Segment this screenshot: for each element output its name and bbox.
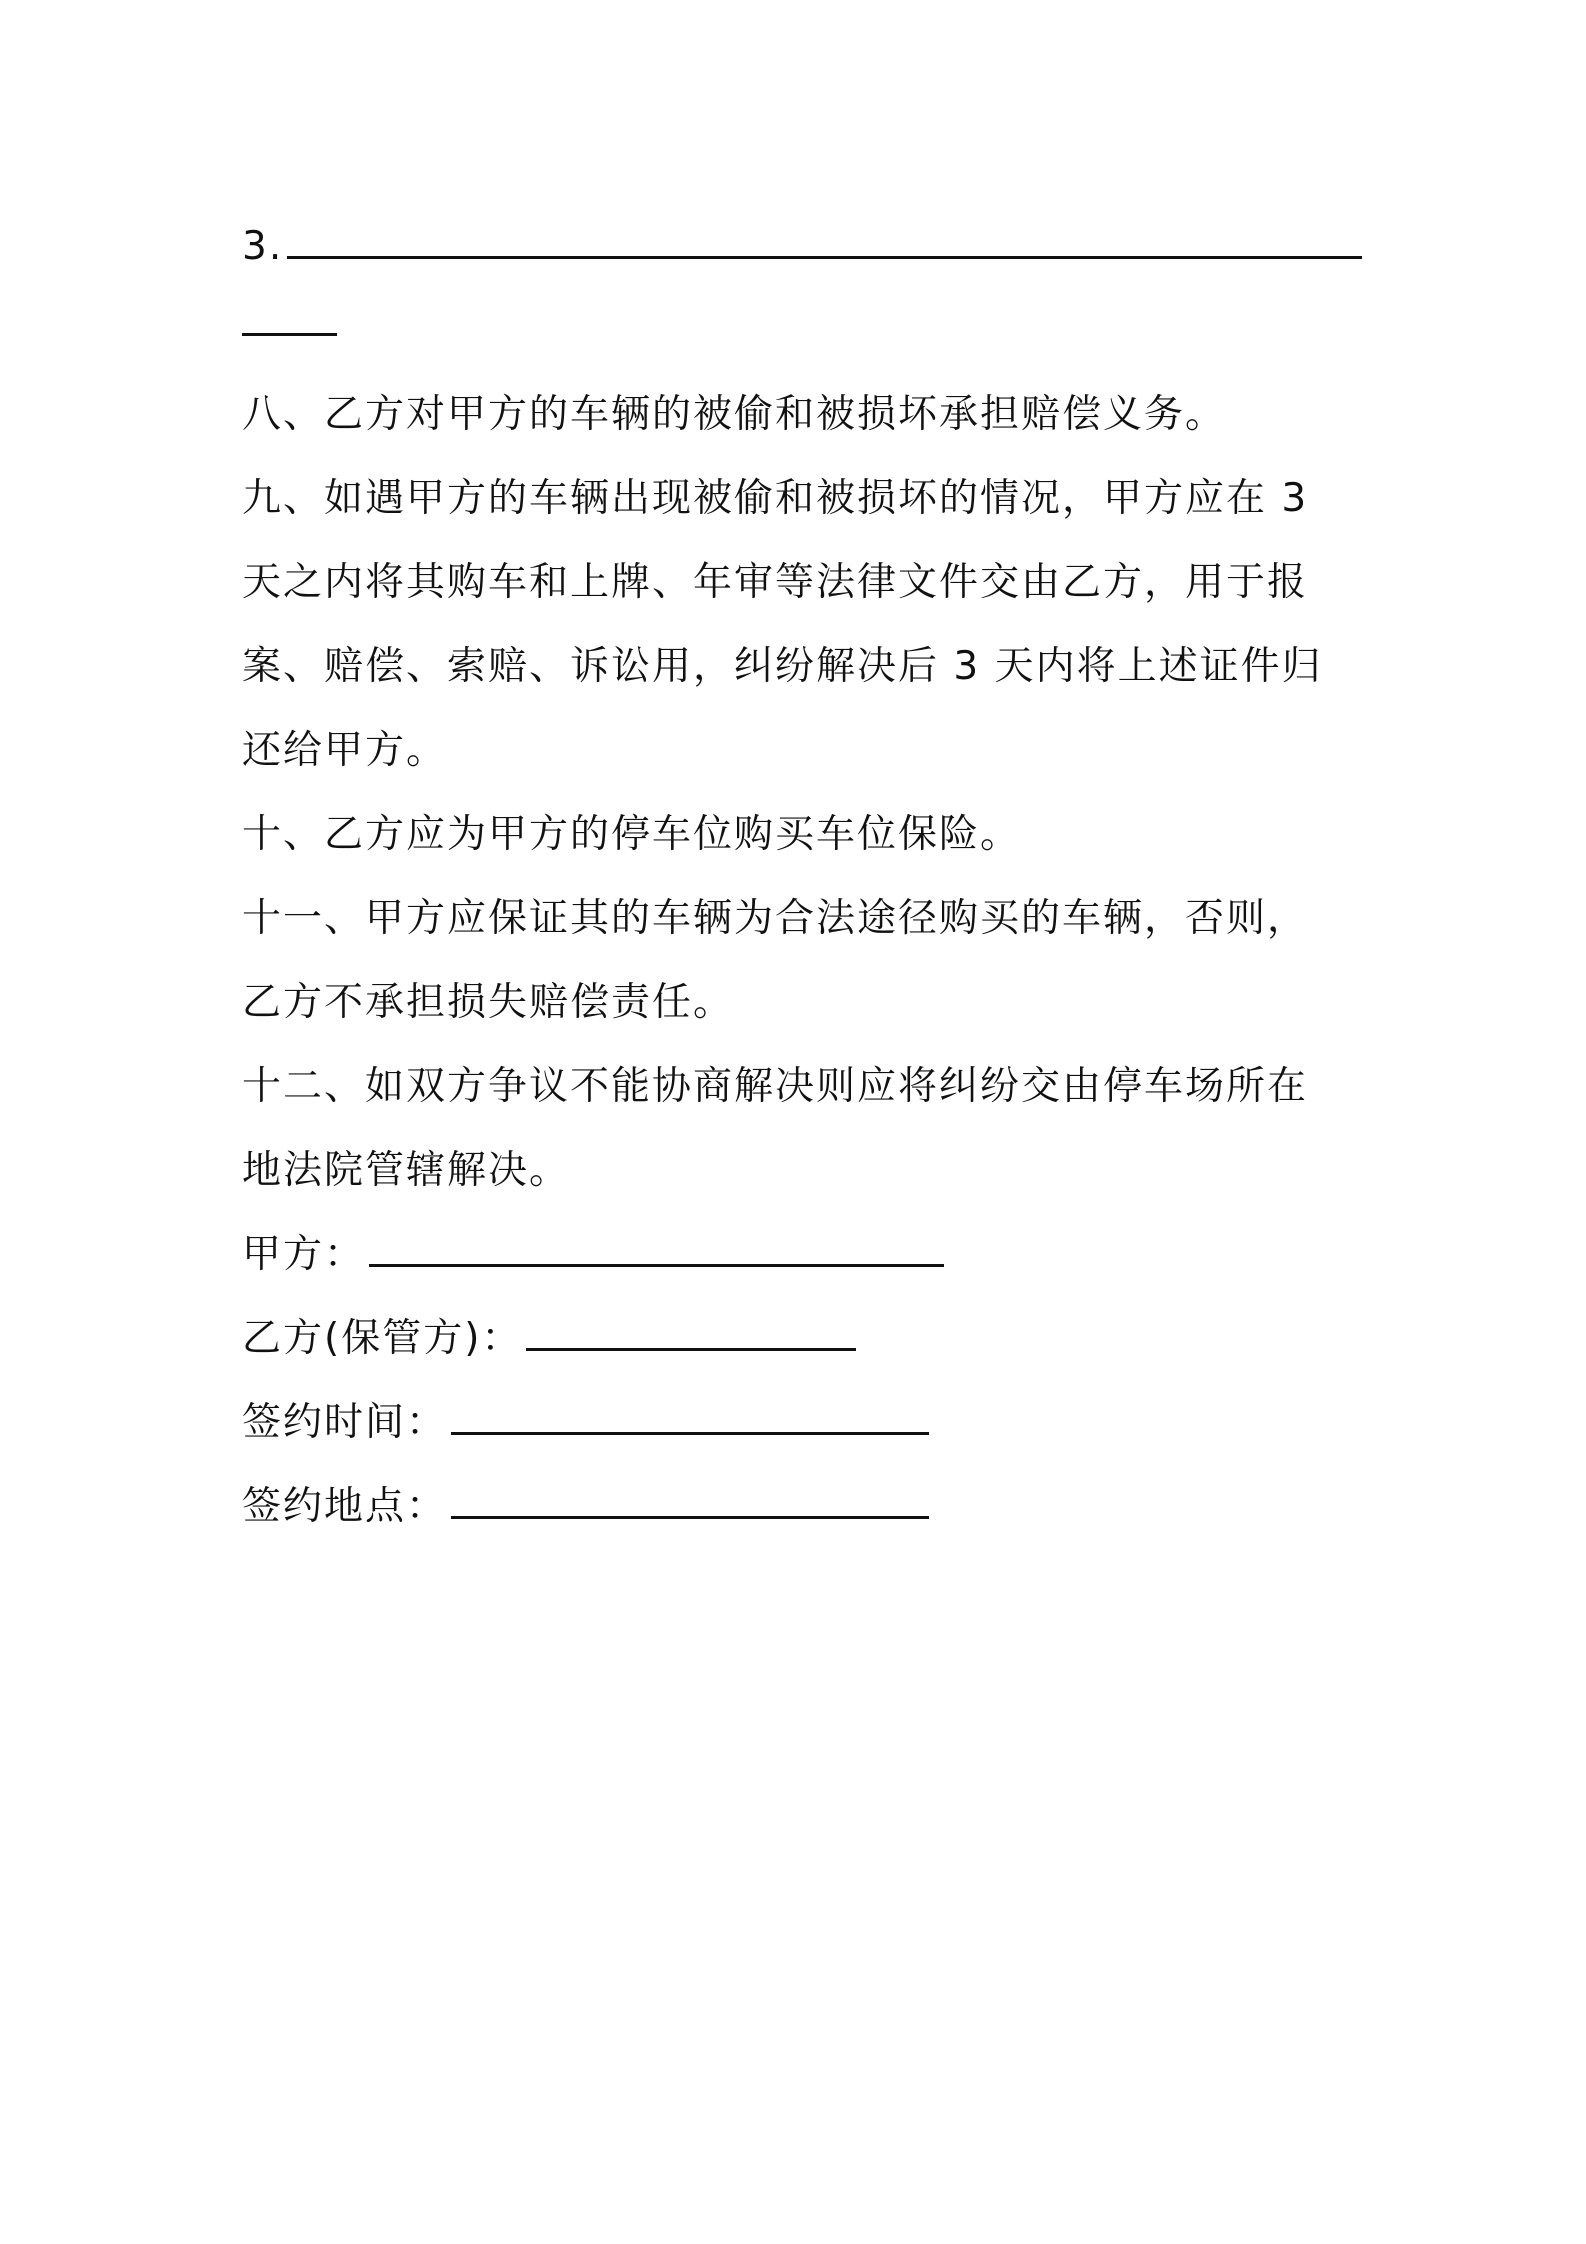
sign-time-label: 签约时间： (242, 1400, 448, 1445)
contract-page (242, 205, 1362, 1549)
clause-11-line-1: 十一、甲方应保证其的车辆为合法途径购买的车辆，否则， (242, 896, 1309, 941)
party-b-signature-row (242, 1297, 1362, 1381)
sign-time-row (242, 1381, 1362, 1465)
item-3-fill-rule (287, 212, 1362, 259)
clause-12-line-1: 十二、如双方争议不能协商解决则应将纠纷交由停车场所在 (242, 1064, 1309, 1109)
clause-9-line-2: 天之内将其购车和上牌、年审等法律文件交由乙方，用于报 (242, 560, 1309, 605)
clause-10: 十、乙方应为甲方的停车位购买车位保险。 (242, 812, 1022, 857)
clause-11-line-2: 乙方不承担损失赔偿责任。 (242, 980, 735, 1025)
sign-place-row (242, 1465, 1362, 1549)
party-a-signature-row (242, 1213, 1362, 1297)
sign-place-label: 签约地点： (242, 1484, 448, 1529)
clause-8: 八、乙方对甲方的车辆的被偷和被损坏承担赔偿义务。 (242, 392, 1227, 437)
party-b-label: 乙方(保管方)： (242, 1316, 523, 1361)
sign-time-field[interactable] (451, 1388, 929, 1435)
sign-place-field[interactable] (451, 1472, 929, 1519)
party-b-signature-field[interactable] (526, 1304, 856, 1351)
clause-9-line-4: 还给甲方。 (242, 728, 448, 773)
item-3-fill-rule-continuation (242, 289, 337, 336)
party-a-label: 甲方： (242, 1232, 366, 1277)
clause-9-line-1: 九、如遇甲方的车辆出现被偷和被损坏的情况，甲方应在 3 (242, 476, 1309, 521)
item-3-blank-continuation (242, 289, 1362, 373)
party-a-signature-field[interactable] (369, 1220, 944, 1267)
item-3-number: 3. (242, 224, 284, 269)
item-3-blank-line (242, 205, 1362, 289)
clause-12-line-2: 地法院管辖解决。 (242, 1148, 571, 1193)
clause-9-line-3: 案、赔偿、索赔、诉讼用，纠纷解决后 3 天内将上述证件归 (242, 644, 1323, 689)
